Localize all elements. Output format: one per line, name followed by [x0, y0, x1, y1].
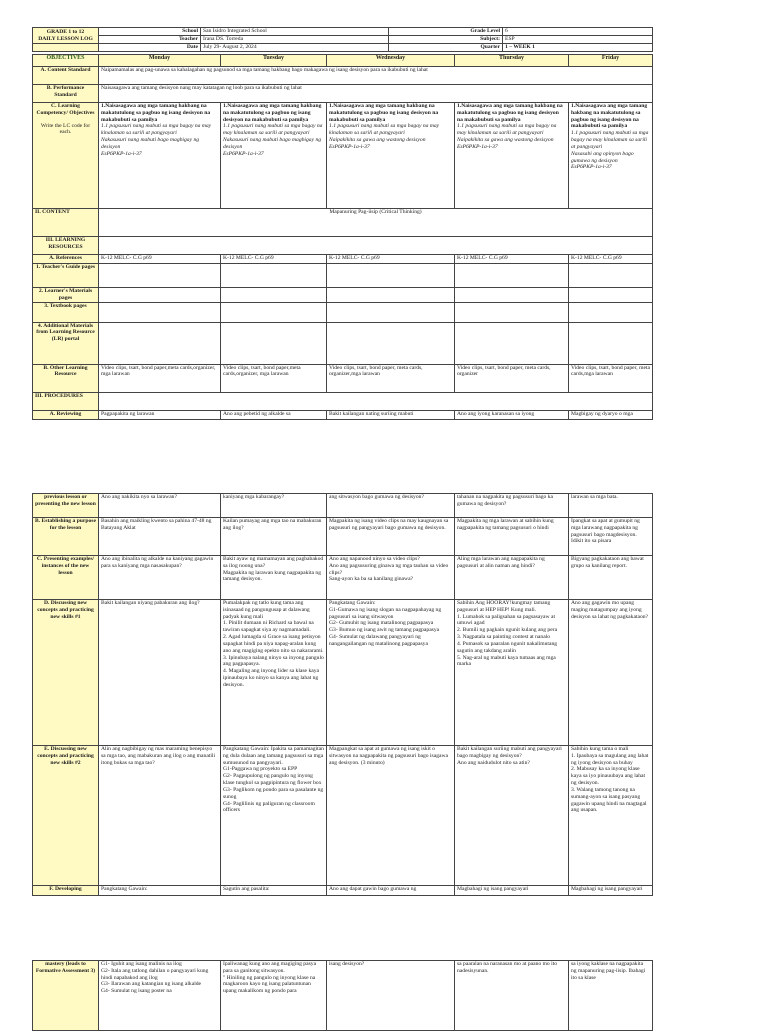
purpose-tuesday: Kailan pumayag ang mga tao na mabakuran ang ilog? — [221, 518, 327, 556]
examples-label: C. Presenting examples/ instances of the new lesson — [33, 556, 99, 600]
school-value: San Isidro Integrated School — [201, 28, 389, 36]
date-label: Date — [99, 44, 201, 52]
competency-friday-sub: 1.1 pagsusuri nang mabuti sa mga bagay na may kinalaman sa sarili at pangyayari Nasasabi ang opinyon bago gumawa ng desisyon EsP6PKP-1a-i-37 — [571, 130, 649, 171]
discussing-2-monday: Alin ang nagbibigay ng mas maraming benepisyo sa mga tao, ang mabakuran ang ilog o ang manatili itong bukas sa mga tao? — [99, 746, 221, 886]
competency-tuesday-sub: 1.1 pagsusuri nang mabuti sa mga bagay na may kinalaman sa sarili at pangyayari Nakasusuri nang mabuti bago magbigay ng desisyon EsP6PKP-1a-i-37 — [223, 123, 323, 157]
competency-friday-main: 1.Naisasagawa ang mga tamang hakbang na makatutulong sa pagbuo ng isang desisyon na makabubuti sa pamilya — [571, 103, 648, 130]
empty-cell — [221, 264, 327, 288]
empty-cell — [327, 302, 455, 322]
mastery-tuesday: Ipaliwanag kung ano ang magiging pasya para sa ganitong sitwasyon. " Hiniling ng pangulo ng inyong klase na magkaroon kayo ng isang palatuntunan upang makalikom ng pondo para — [221, 961, 327, 1031]
mastery-friday: sa iyong kaklase na nagpapakita ng mapanuring pag-iisip. Ibahagi ito sa klase — [569, 961, 653, 1031]
mastery-label: mastery (leads to Formative Assessment 3) — [33, 961, 99, 1031]
ref-thursday: K-12 MELC- C.G p69 — [455, 255, 569, 264]
developing-monday: Pangkatang Gawain: — [99, 886, 221, 896]
prev-friday: larawan sa mga bata. — [569, 494, 653, 518]
purpose-thursday: Magpakita ng mga larawan at sabihin kung nagpapakita ng tamang pagsusuri o hindi — [455, 518, 569, 556]
empty-cell — [455, 264, 569, 288]
day-monday: Monday — [99, 55, 221, 67]
school-label: School — [99, 28, 201, 36]
other-friday: Video clips, tsart, bond paper, meta cards,mga larawan — [569, 364, 653, 392]
discussing-2-thursday: Bakit kailangan suriing mabuti ang pangyayari bago magbigay ng desisyon? Ano ang naidudulot nito sa atin? — [455, 746, 569, 886]
empty-cell — [569, 288, 653, 303]
other-thursday: Video clips, tsart, bond paper, meta cards, organizer — [455, 364, 569, 392]
review-monday: Pagpapakita ng larawan — [99, 410, 221, 419]
teacher-value: Irana DS. Torreda — [201, 36, 389, 44]
day-wednesday: Wednesday — [327, 55, 455, 67]
ref-wednesday: K-12 MELC- C.G p69 — [327, 255, 455, 264]
date-value: July 29- August 2, 2024 — [201, 44, 389, 52]
additional-materials-label: 4. Additional Materials from Learning Resource (LR) portal — [33, 322, 99, 364]
competency-tuesday-main: 1.Naisasagawa ang mga tamang hakbang na makatutulong sa pagbuo ng isang desisyon na makabubuti sa pamilya — [223, 103, 322, 123]
blank-cell — [33, 44, 99, 52]
discussing-1-friday: Ano ang gagawin mo upang maging matagumpay ang iyong desisyon sa lahat ng pagkakataon? — [569, 600, 653, 746]
learning-resources-label: III. LEARNING RESOURCES — [33, 237, 99, 255]
developing-friday: Magbahagi ng isang pangyayari — [569, 886, 653, 896]
purpose-friday: Ipangkat sa apat at gumupit ng mga larawang nagpapakita ng pagsusuri bago magdesisyon. Idikit ito sa pisara — [569, 518, 653, 556]
examples-tuesday: Bakit ayaw ng mamamayan ang pagbabakod sa ilog noong una? Magpakita ng larawan kung nagpapakita ng tamang desisyon. — [221, 556, 327, 600]
other-wednesday: Video clips, tsart, bond paper, meta cards, organizer,mga larawan — [327, 364, 455, 392]
procedures-label: III. PROCEDURES — [33, 392, 99, 410]
discussing-1-monday: Bakit kailangan niyang pabakuran ang ilog? — [99, 600, 221, 746]
empty-cell — [327, 288, 455, 303]
content-standard-label: A. Content Standard — [33, 67, 99, 85]
daily-lesson-log-title: DAILY LESSON LOG — [38, 35, 93, 42]
review-tuesday: Ano ang pebetid ng alkalde sa — [221, 410, 327, 419]
subject-label: Subject: — [389, 36, 503, 44]
empty-cell — [455, 302, 569, 322]
quarter-value: 1 – WEEK 1 — [503, 44, 653, 52]
empty-cell — [327, 322, 455, 364]
discussing-1-thursday: Sabihin Ang HOORAY!kungmay tamang pagsusuri at HEP HEP! Kung mali. 1. Lumahok sa paligsahan sa pagsasayaw at umuwi agad 2. Bumili ng pagkain ngunit kulang ang pera 3. Nagpatala sa painting contest at nanalo 4. Pumasok sa paaralan ngunit nakalimutang sagutin ang takdang aralin 5. Nag-aral ng mabuti kaya tumaas ang mga marka — [455, 600, 569, 746]
content-value: Mapanuring Pag-iisip (Critical Thinking) — [99, 209, 653, 237]
ref-friday: K-12 MELC- C.G p69 — [569, 255, 653, 264]
discussing-1-tuesday: Pumalakpak ng tatlo kung tama ang isinasaad ng pangungusap at dalawang padyak kung mali 1. Pinilit dumaan ni Richard sa bawal na tawiran sapagkat siya ay nagmamadali. 2. Agad lumagda si Grace sa isang petisyon sapagkat hindi pa niya napag-aralan kung ano ang magiging epekto nito sa nakararami. 3. Ipinubaya nalang ninyo sa inyong pangulo ang pagpapasya. 4. Magaling ang inyong lider sa klase kaya ipinaubaya ko ninyo sa kanya ang lahat ng desisyon. — [221, 600, 327, 746]
competency-friday — [569, 103, 653, 209]
empty-cell — [569, 322, 653, 364]
discussing-2-label: E. Discussing new concepts and practicing new skills #2 — [33, 746, 99, 886]
empty-cell — [221, 288, 327, 303]
prev-wednesday: ang sitwasyon bago gumawa ng desisyon? — [327, 494, 455, 518]
competency-tuesday — [221, 103, 327, 209]
competency-label-cell — [33, 103, 99, 209]
other-tuesday: Video clips, tsart, bond paper,meta cards,organizer, mga larawan — [221, 364, 327, 392]
empty-cell — [569, 264, 653, 288]
performance-standard-value: Naisasagawa ang tamang desisyon nang may katatagan ng loob para sa ikabubuti ng lahat — [99, 85, 653, 103]
lesson-log-body-2 — [32, 493, 653, 896]
review-thursday: Ano ang iyong karanasan sa iyong — [455, 410, 569, 419]
prev-monday: Ano ang nakikita nyo sa larawan? — [99, 494, 221, 518]
lesson-log-table-1 — [32, 27, 653, 52]
textbook-label: 3. Textbook pages — [33, 302, 99, 322]
empty-cell — [221, 322, 327, 364]
lesson-log-body-1 — [32, 54, 653, 420]
subject-value: ESP — [503, 36, 653, 44]
quarter-label: Quarter — [389, 44, 503, 52]
grade-level-label: Grade Level — [389, 28, 503, 36]
purpose-label: B. Establishing a purpose for the lesson — [33, 518, 99, 556]
prev-thursday: tahanan na nagpakita ng pagsusuri bago ka gumawa ng desisyon? — [455, 494, 569, 518]
objectives-header: OBJECTIVES — [33, 55, 99, 67]
empty-cell — [455, 322, 569, 364]
empty-cell — [99, 302, 221, 322]
previous-lesson-label: previous lesson or presenting the new lesson — [33, 494, 99, 518]
discussing-1-wednesday: Pangkatang Gawain: G1-Gumawa ng isang slogan na nagpapahayag ng pagsusuri sa isang sitwasyon G2- Gumuhit ng isang matalinong pagpapasya G3- Bumuo ng isang awit ng tamang pagpapasya G4- Sumulat ng dalawang pangyayari ng nangangailangan ng matalinong pagpapasya — [327, 600, 455, 746]
other-monday: Video clips, tsart, bond paper,meta cards,organizer, mga larawan — [99, 364, 221, 392]
references-label: A. References — [33, 255, 99, 264]
competency-thursday — [455, 103, 569, 209]
developing-thursday: Magbahagi ng isang pangyayari — [455, 886, 569, 896]
empty-cell — [99, 264, 221, 288]
reviewing-label: A. Reviewing — [33, 410, 99, 419]
content-label: II. CONTENT — [33, 209, 99, 237]
empty-cell — [221, 302, 327, 322]
grade-label — [33, 28, 99, 44]
lesson-log-page-1 — [32, 27, 652, 420]
review-wednesday: Bakit kailangan nating suriing mabuti — [327, 410, 455, 419]
learners-materials-label: 2. Learner's Materials pages — [33, 288, 99, 303]
purpose-monday: Basahin ang maikling kwento sa pahina 47-48 ng Batayang Aklat — [99, 518, 221, 556]
review-friday: Magbigay ng dyaryo o mga — [569, 410, 653, 419]
day-thursday: Thursday — [455, 55, 569, 67]
discussing-2-tuesday: Pangkatang Gawain: Ipakita sa pamamagitan ng dula dulaan ang tamang pagsusuri sa mga sumusunod na pangyayari. G1-Paggawa ng proyekto sa EPP G2- Pagpupulong ng pangulo ng inyong klase tungkol sa pagpipintura ng flower box G3- Paglikom ng pondo para sa pasalante ng sunog G4- Paglilinis ng paliguran ng classroom officers — [221, 746, 327, 886]
competency-monday-main: 1.Naisasagawa ang mga tamang hakbang na makatutulong sa pagbuo ng isang desisyon na makabubuti sa pamilya — [101, 103, 211, 123]
learning-resources-blank — [99, 237, 653, 255]
teacher-guide-label: 1. Teacher's Guide pages — [33, 264, 99, 288]
discussing-2-friday: Sabihin kung tama o mali 1. Ipaubaya sa magulang ang lahat ng iyong desisyon sa buhay 2. Mabusay ka sa inyong klase kaya sa iyo pinauubaya ang lahat ng desisyon. 3. Walang tamong tanong na sumang-ayon sa isang pasyang gagawin upang hindi na magtagal ang usapan. — [569, 746, 653, 886]
discussing-1-label: D. Discussing new concepts and practicing new skills #1 — [33, 600, 99, 746]
performance-standard-label: B. Performance Standard — [33, 85, 99, 103]
examples-friday: Bigyang pagkakataon ang bawat grupo sa kanilang report. — [569, 556, 653, 600]
grade-line-1: GRADE 1 to 12 — [46, 28, 85, 35]
discussing-2-wednesday: Magpangkat sa apat at gumawa ng isang iskit o sitwasyon na nagpapakita ng pagsusuri bago isagawa ang desisyon. (3 minuto) — [327, 746, 455, 886]
empty-cell — [99, 288, 221, 303]
ref-tuesday: K-12 MELC- C.G p69 — [221, 255, 327, 264]
day-tuesday: Tuesday — [221, 55, 327, 67]
ref-monday: K-12 MELC- C.G p69 — [99, 255, 221, 264]
empty-cell — [455, 288, 569, 303]
procedures-blank — [99, 392, 653, 410]
competency-thursday-sub: 1.1 pagsusuri nang mabuti sa mga bagay na may kinalaman sa sarili at pangyayari Naipakikita sa gawa ang wastong desisyon EsP6PKP-1a-i-37 — [457, 123, 557, 150]
grade-level-value: 6 — [503, 28, 653, 36]
competency-monday-sub: 1.1 pagsusuri nang mabuti sa mga bagay na may kinalaman sa sarili at pangyayari Nakasusuri nang mabuti bago magbigay ng desisyon EsP6PKP-1a-i-37 — [101, 123, 212, 157]
examples-monday: Ano ang ibinalita ng alkalde na kaniyang gagawin para sa kaniyang mga nasasakupan? — [99, 556, 221, 600]
competency-wednesday — [327, 103, 455, 209]
mastery-wednesday: isang desisyon? — [327, 961, 455, 1031]
competency-monday — [99, 103, 221, 209]
mastery-thursday: sa paaralan na naranasan mo at paano mo ito nadesisyunan. — [455, 961, 569, 1031]
mastery-monday: G1- Iguhit ang isang malinis na ilog G2- Itala ang tatlong dahilan o pangyayari kung hindi napabakod ang ilog G3- Ilarawan ang katangian ng isang alkalde G4- Sumulat ng isang poster na — [99, 961, 221, 1031]
prev-tuesday: kaniyang mga kabarangay? — [221, 494, 327, 518]
competency-wednesday-main: 1.Naisasagawa ang mga tamang hakbang na makatutulong sa pagbuo ng isang desisyon na makabubuti sa pamilya — [329, 103, 439, 123]
empty-cell — [327, 264, 455, 288]
lesson-log-page-2 — [32, 493, 652, 896]
examples-thursday: Aling mga larawan ang nagpapakita ng pagsusuri at alin naman ang hindi? — [455, 556, 569, 600]
lesson-log-page-3 — [32, 960, 652, 1031]
developing-tuesday: Sagutin ang pasalita: — [221, 886, 327, 896]
competency-wednesday-sub: 1.1 pagsusuri nang mabuti sa mga bagay na may kinalaman sa sarili at pangyayari Naipakikita sa gawa ang wastong desisyon EsP6PKP-1a-i-37 — [329, 123, 440, 150]
teacher-label: Teacher — [99, 36, 201, 44]
developing-wednesday: Ano ang dapat gawin bago gumawa ng — [327, 886, 455, 896]
developing-label: F. Developing — [33, 886, 99, 896]
purpose-wednesday: Magpakita ng isang video clips na may kaugnayan sa pagsusuri ng pangyayari bago gumawa ng desisyon. — [327, 518, 455, 556]
lesson-log-body-3 — [32, 960, 653, 1031]
competency-thursday-main: 1.Naisasagawa ang mga tamang hakbang na makatutulong sa pagbuo ng isang desisyon na makabubuti sa pamilya — [457, 103, 563, 123]
empty-cell — [569, 302, 653, 322]
empty-cell — [99, 322, 221, 364]
other-resources-label: B. Other Learning Resource — [33, 364, 99, 392]
competency-note: Write the LC code for each. — [40, 122, 91, 136]
examples-wednesday: Ano ang napanood ninyo sa video clips? Ano ang pagsusuring ginawa ng mga tauhan sa video clips? Sang-ayon ka ba sa kanilang ginawa? — [327, 556, 455, 600]
day-friday: Friday — [569, 55, 653, 67]
content-standard-value: Naipamamalas ang pag-unawa sa kahalagahan ng pagsunod sa mga tamang hakbang bago makagawa ng isang desisyon para sa ikabubuti ng lahat — [99, 67, 653, 85]
competency-label: C. Learning Competency/ Objectives — [36, 103, 95, 116]
